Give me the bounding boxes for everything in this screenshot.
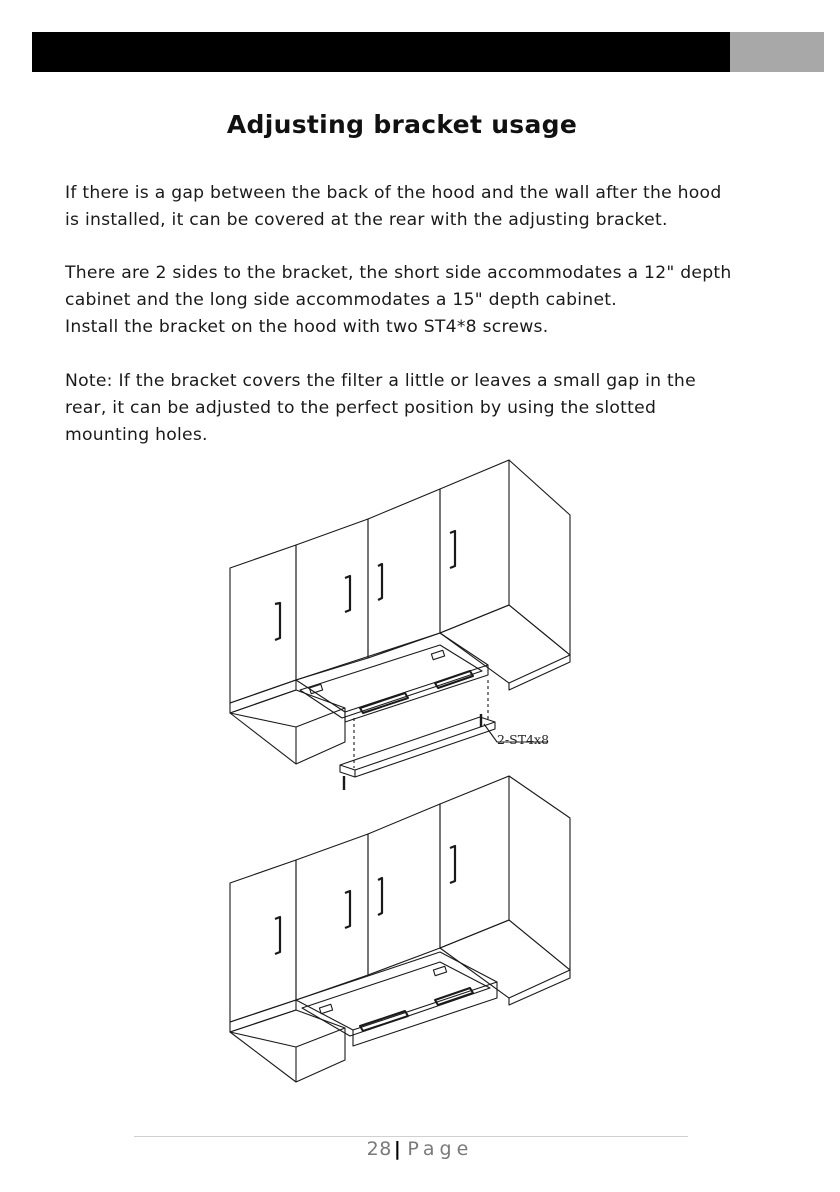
- page-number: 28: [366, 1138, 392, 1160]
- paragraph-line: Note: If the bracket covers the filter a little or leaves a small gap in the: [65, 371, 696, 391]
- page-separator: |: [393, 1138, 402, 1160]
- page-footer: [0, 1138, 840, 1160]
- screw-callout-label: 2-ST4x8: [497, 732, 550, 747]
- paragraph-line: rear, it can be adjusted to the perfect position by using the slotted: [65, 398, 657, 418]
- paragraph-line: If there is a gap between the back of the hood and the wall after the hood: [65, 183, 722, 203]
- cabinet-assembly-installed: [230, 776, 570, 1082]
- paragraph-line: Install the bracket on the hood with two ST4*8 screws.: [65, 317, 549, 337]
- page-title: Adjusting bracket usage: [226, 110, 578, 139]
- page-label: Page: [407, 1138, 474, 1160]
- paragraph-line: is installed, it can be covered at the rear with the adjusting bracket.: [65, 210, 668, 230]
- paragraph-line: There are 2 sides to the bracket, the short side accommodates a 12" depth: [65, 263, 732, 283]
- paragraph-line: mounting holes.: [65, 425, 208, 445]
- footer-divider: [134, 1136, 688, 1137]
- paragraph-line: cabinet and the long side accommodates a 15" depth cabinet.: [65, 290, 617, 310]
